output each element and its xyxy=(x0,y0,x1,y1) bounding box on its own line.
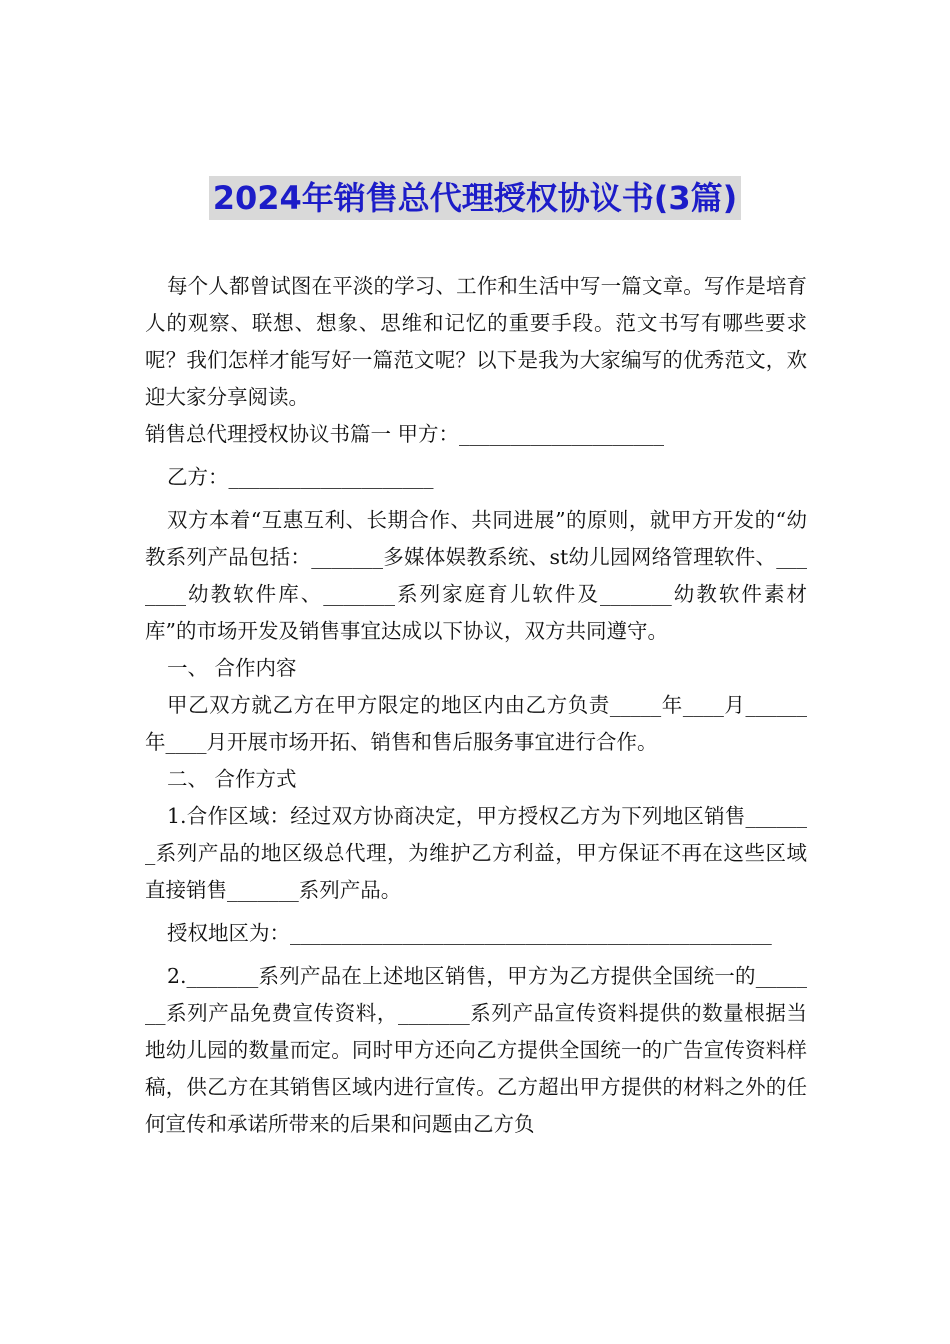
principle-paragraph: 双方本着“互惠互利、长期合作、共同进展”的原则，就甲方开发的“幼教系列产品包括：_______多媒体娱教系统、st幼儿园网络管理软件、_______幼教软件库、_______系列家庭育儿软件及_______幼教软件素材库”的市场开发及销售事宜达成以下协议，双方共同遵守。 xyxy=(145,508,807,643)
item1-authorized-area: 授权地区为：_______________________________________________ xyxy=(167,921,772,945)
section1-body: 甲乙双方就乙方在甲方限定的地区内由乙方负责_____年____月______年____月开展市场开拓、销售和售后服务事宜进行合作。 xyxy=(145,693,807,754)
title-container xyxy=(0,176,950,220)
item2-paragraph: 2._______系列产品在上述地区销售，甲方为乙方提供全国统一的_______系列产品免费宣传资料，_______系列产品宣传资料提供的数量根据当地幼儿园的数量而定。同时甲方还向乙方提供全国统一的广告宣传资料样稿，供乙方在其销售区域内进行宣传。乙方超出甲方提供的材料之外的任何宣传和承诺所带来的后果和问题由乙方负 xyxy=(145,964,807,1136)
party-b-line: 乙方：____________________ xyxy=(167,465,434,489)
item1-paragraph: 1.合作区域：经过双方协商决定，甲方授权乙方为下列地区销售_______系列产品的地区级总代理，为维护乙方利益，甲方保证不再在这些区域直接销售_______系列产品。 xyxy=(145,804,807,902)
document-title: 2024年销售总代理授权协议书(3篇) xyxy=(209,176,742,220)
section1-title: 一、 合作内容 xyxy=(167,656,297,680)
section-heading-party-a: 销售总代理授权协议书篇一 甲方：____________________ xyxy=(145,422,665,446)
document-body xyxy=(145,268,807,1143)
intro-paragraph: 每个人都曾试图在平淡的学习、工作和生活中写一篇文章。写作是培育人的观察、联想、想象、思维和记忆的重要手段。范文书写有哪些要求呢？我们怎样才能写好一篇范文呢？以下是我为大家编写的优秀范文，欢迎大家分享阅读。 xyxy=(145,274,807,409)
section2-title: 二、 合作方式 xyxy=(167,767,297,791)
